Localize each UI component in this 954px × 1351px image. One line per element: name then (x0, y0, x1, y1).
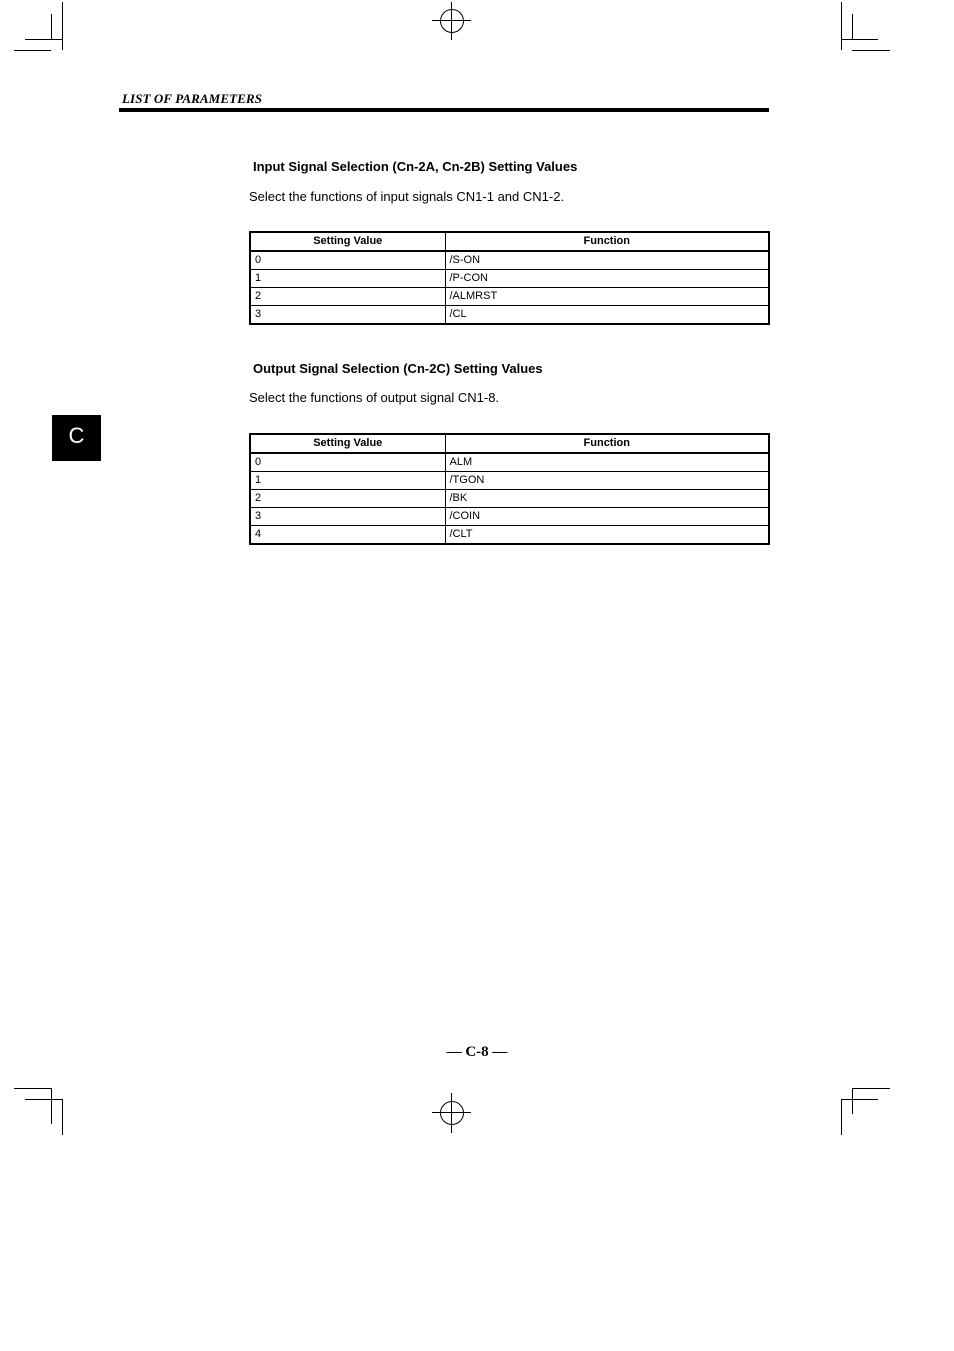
table-row (250, 490, 769, 508)
page-number: — C-8 — (446, 1044, 508, 1060)
input-signal-table (249, 231, 770, 325)
output-signal-table (249, 433, 770, 545)
function-cell: /COIN (445, 508, 769, 526)
table-row (250, 270, 769, 288)
table-row (250, 526, 769, 545)
function-cell: /P-CON (445, 270, 769, 288)
function-cell: /S-ON (445, 251, 769, 270)
function-cell: /ALMRST (445, 288, 769, 306)
table-row (250, 453, 769, 472)
table-row (250, 306, 769, 325)
table-row (250, 251, 769, 270)
column-header: Setting Value (250, 434, 445, 453)
setting-value-cell: 1 (250, 472, 445, 490)
table-header-row (250, 434, 769, 453)
setting-value-cell: 3 (250, 306, 445, 325)
column-header: Function (445, 232, 769, 251)
function-cell: /BK (445, 490, 769, 508)
setting-value-cell: 4 (250, 526, 445, 545)
section-title-output: Output Signal Selection (Cn-2C) Setting Values (253, 361, 543, 376)
function-cell: /CL (445, 306, 769, 325)
section-tab: C (52, 415, 101, 461)
header-rule (119, 108, 769, 112)
setting-value-cell: 0 (250, 453, 445, 472)
table-row (250, 288, 769, 306)
section-description-input: Select the functions of input signals CN1-1 and CN1-2. (249, 189, 565, 204)
table-header-row (250, 232, 769, 251)
setting-value-cell: 0 (250, 251, 445, 270)
setting-value-cell: 2 (250, 490, 445, 508)
function-cell: ALM (445, 453, 769, 472)
column-header: Function (445, 434, 769, 453)
table-row (250, 472, 769, 490)
setting-value-cell: 1 (250, 270, 445, 288)
function-cell: /TGON (445, 472, 769, 490)
function-cell: /CLT (445, 526, 769, 545)
section-description-output: Select the functions of output signal CN1-8. (249, 390, 500, 405)
setting-value-cell: 2 (250, 288, 445, 306)
column-header: Setting Value (250, 232, 445, 251)
section-title-input: Input Signal Selection (Cn-2A, Cn-2B) Setting Values (253, 159, 578, 174)
table-row (250, 508, 769, 526)
setting-value-cell: 3 (250, 508, 445, 526)
running-head: LIST OF PARAMETERS (122, 91, 263, 106)
